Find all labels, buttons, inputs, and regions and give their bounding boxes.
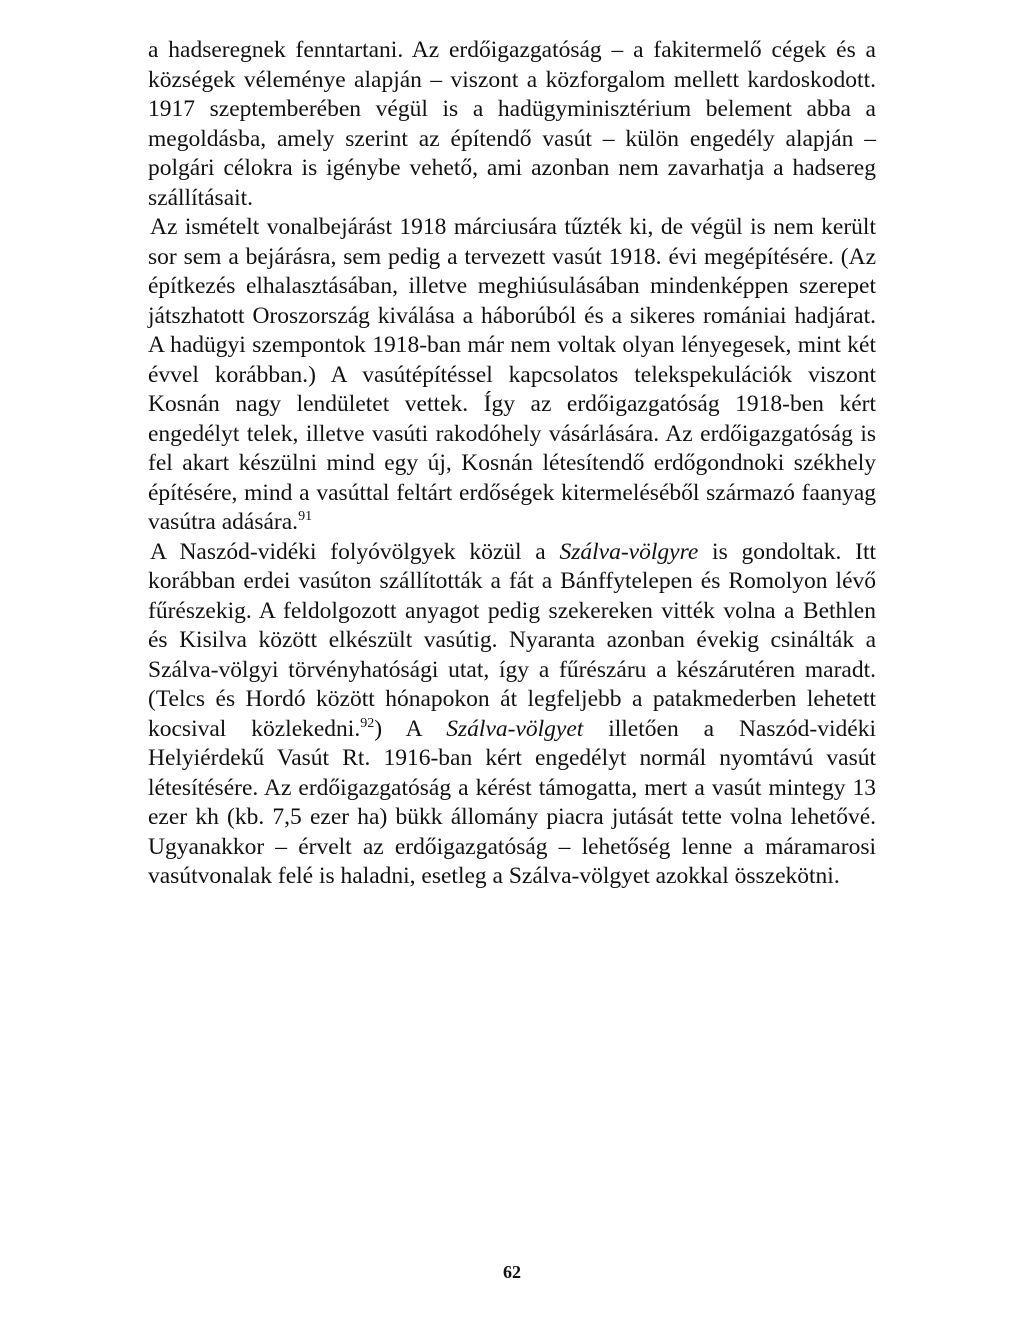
paragraph-3-text-b: is gondoltak. Itt korábban erdei vasúton szállították a fát a Bánffytelepen és Romolyon lévő fűrészekig. A feldolgozott anyagot pedig szekereken vitték volna a Bethlen és Kisilva között elkészült vasútig. Nyaranta azonban évekig csinálták a Szálva-völgyi törvényhatósági utat, így a fűrészáru a készárutéren maradt. (Telcs és Hordó között hónapokon át legfeljebb a patakmederben lehetett kocsival közlekedni. bbox=[148, 538, 876, 742]
paragraph-1-text: a hadseregnek fenntartani. Az erdőigazgatóság – a fakitermelő cégek és a községek véleménye alapján – viszont a közforgalom mellett kardoskodott. 1917 szeptemberében végül is a hadügyminisztérium belement abba a megoldásba, amely szerint az építendő vasút – külön engedély alapján – polgári célokra is igénybe vehető, ami azonban nem zavarhatja a hadsereg szállításait. bbox=[148, 37, 876, 211]
footnote-ref-91: 91 bbox=[298, 509, 313, 524]
paragraph-3-text-d: illetően a Naszód-vidéki Helyiérdekű Vasút Rt. 1916-ban kért engedélyt normál nyomtávú vasút létesítésére. Az erdőigazgatóság a kérést támogatta, mert a vasút mintegy 13 ezer kh (kb. 7,5 ezer ha) bükk állomány piacra jutását tette volna lehetővé. Ugyanakkor – érvelt az erdőigazgatóság – lehetőség lenne a máramarosi vasútvonalak felé is haladni, esetleg a Szálva-völgyet azokkal összekötni. bbox=[148, 715, 876, 889]
footnote-ref-92: 92 bbox=[360, 715, 375, 731]
italic-term-szalva-volgyet: Szálva-völgyet bbox=[446, 715, 584, 742]
italic-term-szalva-volgyre: Szálva-völgyre bbox=[559, 538, 699, 565]
paragraph-1 bbox=[148, 36, 876, 213]
paragraph-3-text-a: A Naszód-vidéki folyóvölgyek közül a bbox=[150, 538, 560, 565]
paragraph-2 bbox=[148, 213, 876, 538]
page-number: 62 bbox=[503, 1262, 521, 1282]
paragraph-2-text: Az ismételt vonalbejárást 1918 márciusára tűzték ki, de végül is nem került sor sem a bejárásra, sem pedig a tervezett vasút 1918. évi megépítésére. (Az építkezés elhalasztásában, illetve meghiúsulásában mindenképpen szerepet játszhatott Oroszország kiválása a háborúból és a sikeres romániai hadjárat. A hadügyi szempontok 1918-ban már nem voltak olyan lényegesek, mint két évvel korábban.) A vasútépítéssel kapcsolatos telekspekulációk viszont Kosnán nagy lendületet vettek. Így az erdőigazgatóság 1918-ben kért engedélyt telek, illetve vasúti rakodóhely vásárlására. Az erdőigazgatóság is fel akart készülni mind egy új, Kosnán létesítendő erdőgondnoki székhely építésére, mind a vasúttal feltárt erdőségek kitermeléséből származó faanyag vasútra adására. bbox=[148, 214, 876, 535]
page-body bbox=[148, 36, 876, 892]
paragraph-3 bbox=[148, 538, 876, 892]
paragraph-3-text-c: ) A bbox=[374, 715, 447, 742]
